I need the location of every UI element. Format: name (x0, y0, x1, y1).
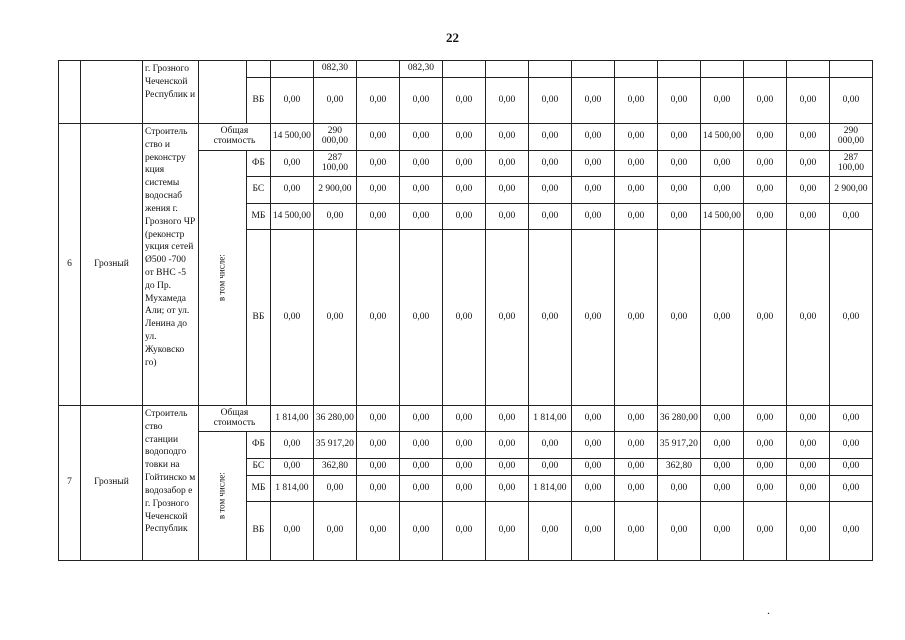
cont-partial-src (246, 61, 270, 78)
value-cell: 0,00 (657, 502, 700, 561)
value-cell: 0,00 (356, 151, 399, 177)
value-cell: 0,00 (829, 406, 872, 432)
value-cell: 0,00 (571, 459, 614, 476)
value-cell: 0,00 (270, 459, 313, 476)
value-cell: 0,00 (743, 78, 786, 124)
value-cell: 0,00 (313, 230, 356, 406)
value-cell: 0,00 (270, 432, 313, 459)
value-cell (571, 61, 614, 78)
value-cell: 0,00 (700, 406, 743, 432)
value-cell: 14 500,00 (700, 204, 743, 230)
source-label: ВБ (246, 78, 270, 124)
value-cell (356, 61, 399, 78)
source-label: МБ (246, 476, 270, 502)
value-cell: 0,00 (786, 432, 829, 459)
value-cell: 0,00 (571, 78, 614, 124)
value-cell: 0,00 (356, 502, 399, 561)
value-cell: 0,00 (657, 124, 700, 151)
value-cell: 0,00 (614, 204, 657, 230)
value-cell: 0,00 (399, 124, 442, 151)
value-cell: 0,00 (442, 204, 485, 230)
value-cell (442, 61, 485, 78)
value-cell: 0,00 (356, 230, 399, 406)
value-cell: 0,00 (700, 502, 743, 561)
value-cell: 0,00 (614, 78, 657, 124)
value-cell: 1 814,00 (270, 406, 313, 432)
value-cell: 082,30 (399, 61, 442, 78)
value-cell: 0,00 (399, 459, 442, 476)
source-label: ВБ (246, 502, 270, 561)
value-cell: 0,00 (485, 459, 528, 476)
project-description: Строитель ство станции водоподго товки на Гойтинско м водозабор е г. Грозного Чеченской Республик (143, 406, 199, 561)
value-cell: 0,00 (829, 230, 872, 406)
value-cell: 287 100,00 (313, 151, 356, 177)
value-cell (528, 61, 571, 78)
value-cell (743, 61, 786, 78)
value-cell: 0,00 (829, 78, 872, 124)
value-cell: 0,00 (786, 204, 829, 230)
value-cell: 0,00 (786, 151, 829, 177)
value-cell: 0,00 (528, 459, 571, 476)
value-cell: 0,00 (442, 459, 485, 476)
value-cell: 0,00 (786, 78, 829, 124)
value-cell: 0,00 (614, 124, 657, 151)
value-cell: 0,00 (528, 124, 571, 151)
value-cell: 0,00 (313, 502, 356, 561)
value-cell: 35 917,20 (657, 432, 700, 459)
value-cell: 0,00 (571, 177, 614, 204)
value-cell: 362,80 (313, 459, 356, 476)
value-cell: 0,00 (743, 502, 786, 561)
value-cell: 0,00 (399, 204, 442, 230)
value-cell: 0,00 (356, 432, 399, 459)
value-cell: 0,00 (356, 78, 399, 124)
value-cell: 0,00 (743, 459, 786, 476)
value-cell: 0,00 (786, 476, 829, 502)
value-cell: 0,00 (786, 230, 829, 406)
value-cell: 0,00 (786, 177, 829, 204)
value-cell: 0,00 (528, 432, 571, 459)
value-cell: 0,00 (829, 476, 872, 502)
value-cell: 0,00 (614, 432, 657, 459)
value-cell: 0,00 (399, 230, 442, 406)
value-cell: 0,00 (571, 502, 614, 561)
value-cell: 0,00 (614, 476, 657, 502)
value-cell: 0,00 (743, 177, 786, 204)
value-cell: 1 814,00 (528, 406, 571, 432)
value-cell: 0,00 (528, 502, 571, 561)
value-cell: 0,00 (657, 151, 700, 177)
value-cell: 0,00 (356, 124, 399, 151)
value-cell (700, 61, 743, 78)
value-cell: 0,00 (485, 230, 528, 406)
value-cell: 0,00 (528, 177, 571, 204)
value-cell: 35 917,20 (313, 432, 356, 459)
source-label: ВБ (246, 230, 270, 406)
value-cell: 14 500,00 (270, 124, 313, 151)
value-cell: 36 280,00 (657, 406, 700, 432)
value-cell: 0,00 (743, 151, 786, 177)
cont-partial-row (59, 61, 873, 78)
value-cell: 0,00 (614, 406, 657, 432)
source-label: МБ (246, 204, 270, 230)
project-city: Грозный (81, 124, 143, 406)
value-cell: 1 814,00 (528, 476, 571, 502)
value-cell: 0,00 (399, 151, 442, 177)
value-cell: 0,00 (829, 459, 872, 476)
value-cell: 0,00 (356, 406, 399, 432)
total-cost-label: Общая стоимость (199, 124, 271, 151)
value-cell: 0,00 (743, 124, 786, 151)
value-cell: 0,00 (700, 432, 743, 459)
value-cell: 0,00 (571, 432, 614, 459)
value-cell: 2 900,00 (829, 177, 872, 204)
value-cell: 0,00 (356, 459, 399, 476)
value-cell: 0,00 (442, 432, 485, 459)
value-cell: 0,00 (442, 124, 485, 151)
value-cell: 0,00 (399, 406, 442, 432)
value-cell: 0,00 (528, 230, 571, 406)
value-cell: 0,00 (313, 204, 356, 230)
value-cell: 0,00 (571, 476, 614, 502)
value-cell: 0,00 (571, 151, 614, 177)
value-cell: 0,00 (270, 230, 313, 406)
value-cell: 0,00 (700, 230, 743, 406)
value-cell: 0,00 (399, 432, 442, 459)
including-label: в том числе: (199, 432, 247, 561)
value-cell: 0,00 (313, 476, 356, 502)
value-cell: 0,00 (614, 230, 657, 406)
value-cell: 0,00 (485, 502, 528, 561)
value-cell: 0,00 (657, 230, 700, 406)
value-cell (657, 61, 700, 78)
cont-num-cell (59, 61, 81, 124)
including-label: в том числе: (199, 151, 247, 406)
project-number: 7 (59, 406, 81, 561)
value-cell: 0,00 (528, 204, 571, 230)
value-cell: 0,00 (786, 459, 829, 476)
value-cell: 0,00 (485, 204, 528, 230)
value-cell: 0,00 (399, 476, 442, 502)
value-cell: 0,00 (270, 177, 313, 204)
cont-city-cell (81, 61, 143, 124)
value-cell: 0,00 (657, 476, 700, 502)
value-cell: 0,00 (485, 177, 528, 204)
value-cell: 0,00 (442, 151, 485, 177)
value-cell: 0,00 (270, 151, 313, 177)
value-cell: 36 280,00 (313, 406, 356, 432)
value-cell: 0,00 (829, 432, 872, 459)
value-cell: 1 814,00 (270, 476, 313, 502)
value-cell: 0,00 (700, 459, 743, 476)
value-cell: 0,00 (614, 502, 657, 561)
value-cell: 0,00 (270, 502, 313, 561)
source-label: ФБ (246, 432, 270, 459)
value-cell: 0,00 (442, 476, 485, 502)
value-cell (829, 61, 872, 78)
value-cell: 0,00 (442, 502, 485, 561)
value-cell: 0,00 (614, 177, 657, 204)
source-label: БС (246, 177, 270, 204)
value-cell: 0,00 (485, 432, 528, 459)
project-number: 6 (59, 124, 81, 406)
value-cell: 0,00 (571, 204, 614, 230)
value-cell: 0,00 (614, 151, 657, 177)
value-cell: 0,00 (786, 406, 829, 432)
value-cell: 0,00 (786, 124, 829, 151)
value-cell: 0,00 (700, 78, 743, 124)
value-cell: 0,00 (485, 476, 528, 502)
value-cell: 0,00 (743, 476, 786, 502)
value-cell: 0,00 (700, 476, 743, 502)
cont-incl-cell (199, 61, 247, 124)
value-cell: 0,00 (829, 502, 872, 561)
value-cell: 2 900,00 (313, 177, 356, 204)
value-cell: 0,00 (528, 78, 571, 124)
value-cell: 0,00 (399, 502, 442, 561)
project-city: Грозный (81, 406, 143, 561)
value-cell: 0,00 (571, 230, 614, 406)
value-cell: 0,00 (399, 78, 442, 124)
value-cell: 0,00 (356, 177, 399, 204)
value-cell: 0,00 (786, 502, 829, 561)
value-cell: 0,00 (485, 124, 528, 151)
value-cell (270, 61, 313, 78)
value-cell: 0,00 (442, 406, 485, 432)
value-cell: 0,00 (743, 406, 786, 432)
value-cell: 0,00 (485, 78, 528, 124)
value-cell: 0,00 (571, 406, 614, 432)
value-cell: 0,00 (399, 177, 442, 204)
value-cell: 0,00 (485, 151, 528, 177)
value-cell: 290 000,00 (829, 124, 872, 151)
value-cell: 0,00 (657, 177, 700, 204)
project-7-total-row (59, 406, 873, 432)
value-cell (485, 61, 528, 78)
value-cell: 0,00 (528, 151, 571, 177)
value-cell: 082,30 (313, 61, 356, 78)
value-cell (614, 61, 657, 78)
value-cell: 14 500,00 (270, 204, 313, 230)
value-cell: 0,00 (743, 230, 786, 406)
trailing-mark: . (767, 603, 770, 617)
value-cell: 14 500,00 (700, 124, 743, 151)
value-cell: 0,00 (743, 432, 786, 459)
value-cell: 0,00 (614, 459, 657, 476)
page-number: 22 (446, 30, 459, 45)
project-6-total-row (59, 124, 873, 151)
value-cell: 0,00 (571, 124, 614, 151)
value-cell: 0,00 (700, 177, 743, 204)
value-cell: 287 100,00 (829, 151, 872, 177)
value-cell: 0,00 (829, 204, 872, 230)
value-cell: 0,00 (657, 204, 700, 230)
value-cell: 0,00 (270, 78, 313, 124)
value-cell: 0,00 (442, 177, 485, 204)
value-cell: 362,80 (657, 459, 700, 476)
source-label: БС (246, 459, 270, 476)
value-cell: 0,00 (700, 151, 743, 177)
value-cell (786, 61, 829, 78)
cont-description: г. Грозного Чеченской Республик и (143, 61, 199, 124)
value-cell: 0,00 (356, 476, 399, 502)
value-cell: 0,00 (657, 78, 700, 124)
value-cell: 0,00 (485, 406, 528, 432)
value-cell: 0,00 (743, 204, 786, 230)
source-label: ФБ (246, 151, 270, 177)
value-cell: 290 000,00 (313, 124, 356, 151)
value-cell: 0,00 (442, 230, 485, 406)
value-cell: 0,00 (442, 78, 485, 124)
value-cell: 0,00 (356, 204, 399, 230)
project-description: Строитель ство и реконстру кция системы водоснаб жения г. Грозного ЧР (реконстр укция сетей Ø500 -700 от ВНС -5 до Пр. Мухамеда Али; от ул. Ленина до ул. Жуковско го) (143, 124, 199, 406)
budget-table (58, 60, 873, 561)
value-cell: 0,00 (313, 78, 356, 124)
total-cost-label: Общая стоимость (199, 406, 271, 432)
